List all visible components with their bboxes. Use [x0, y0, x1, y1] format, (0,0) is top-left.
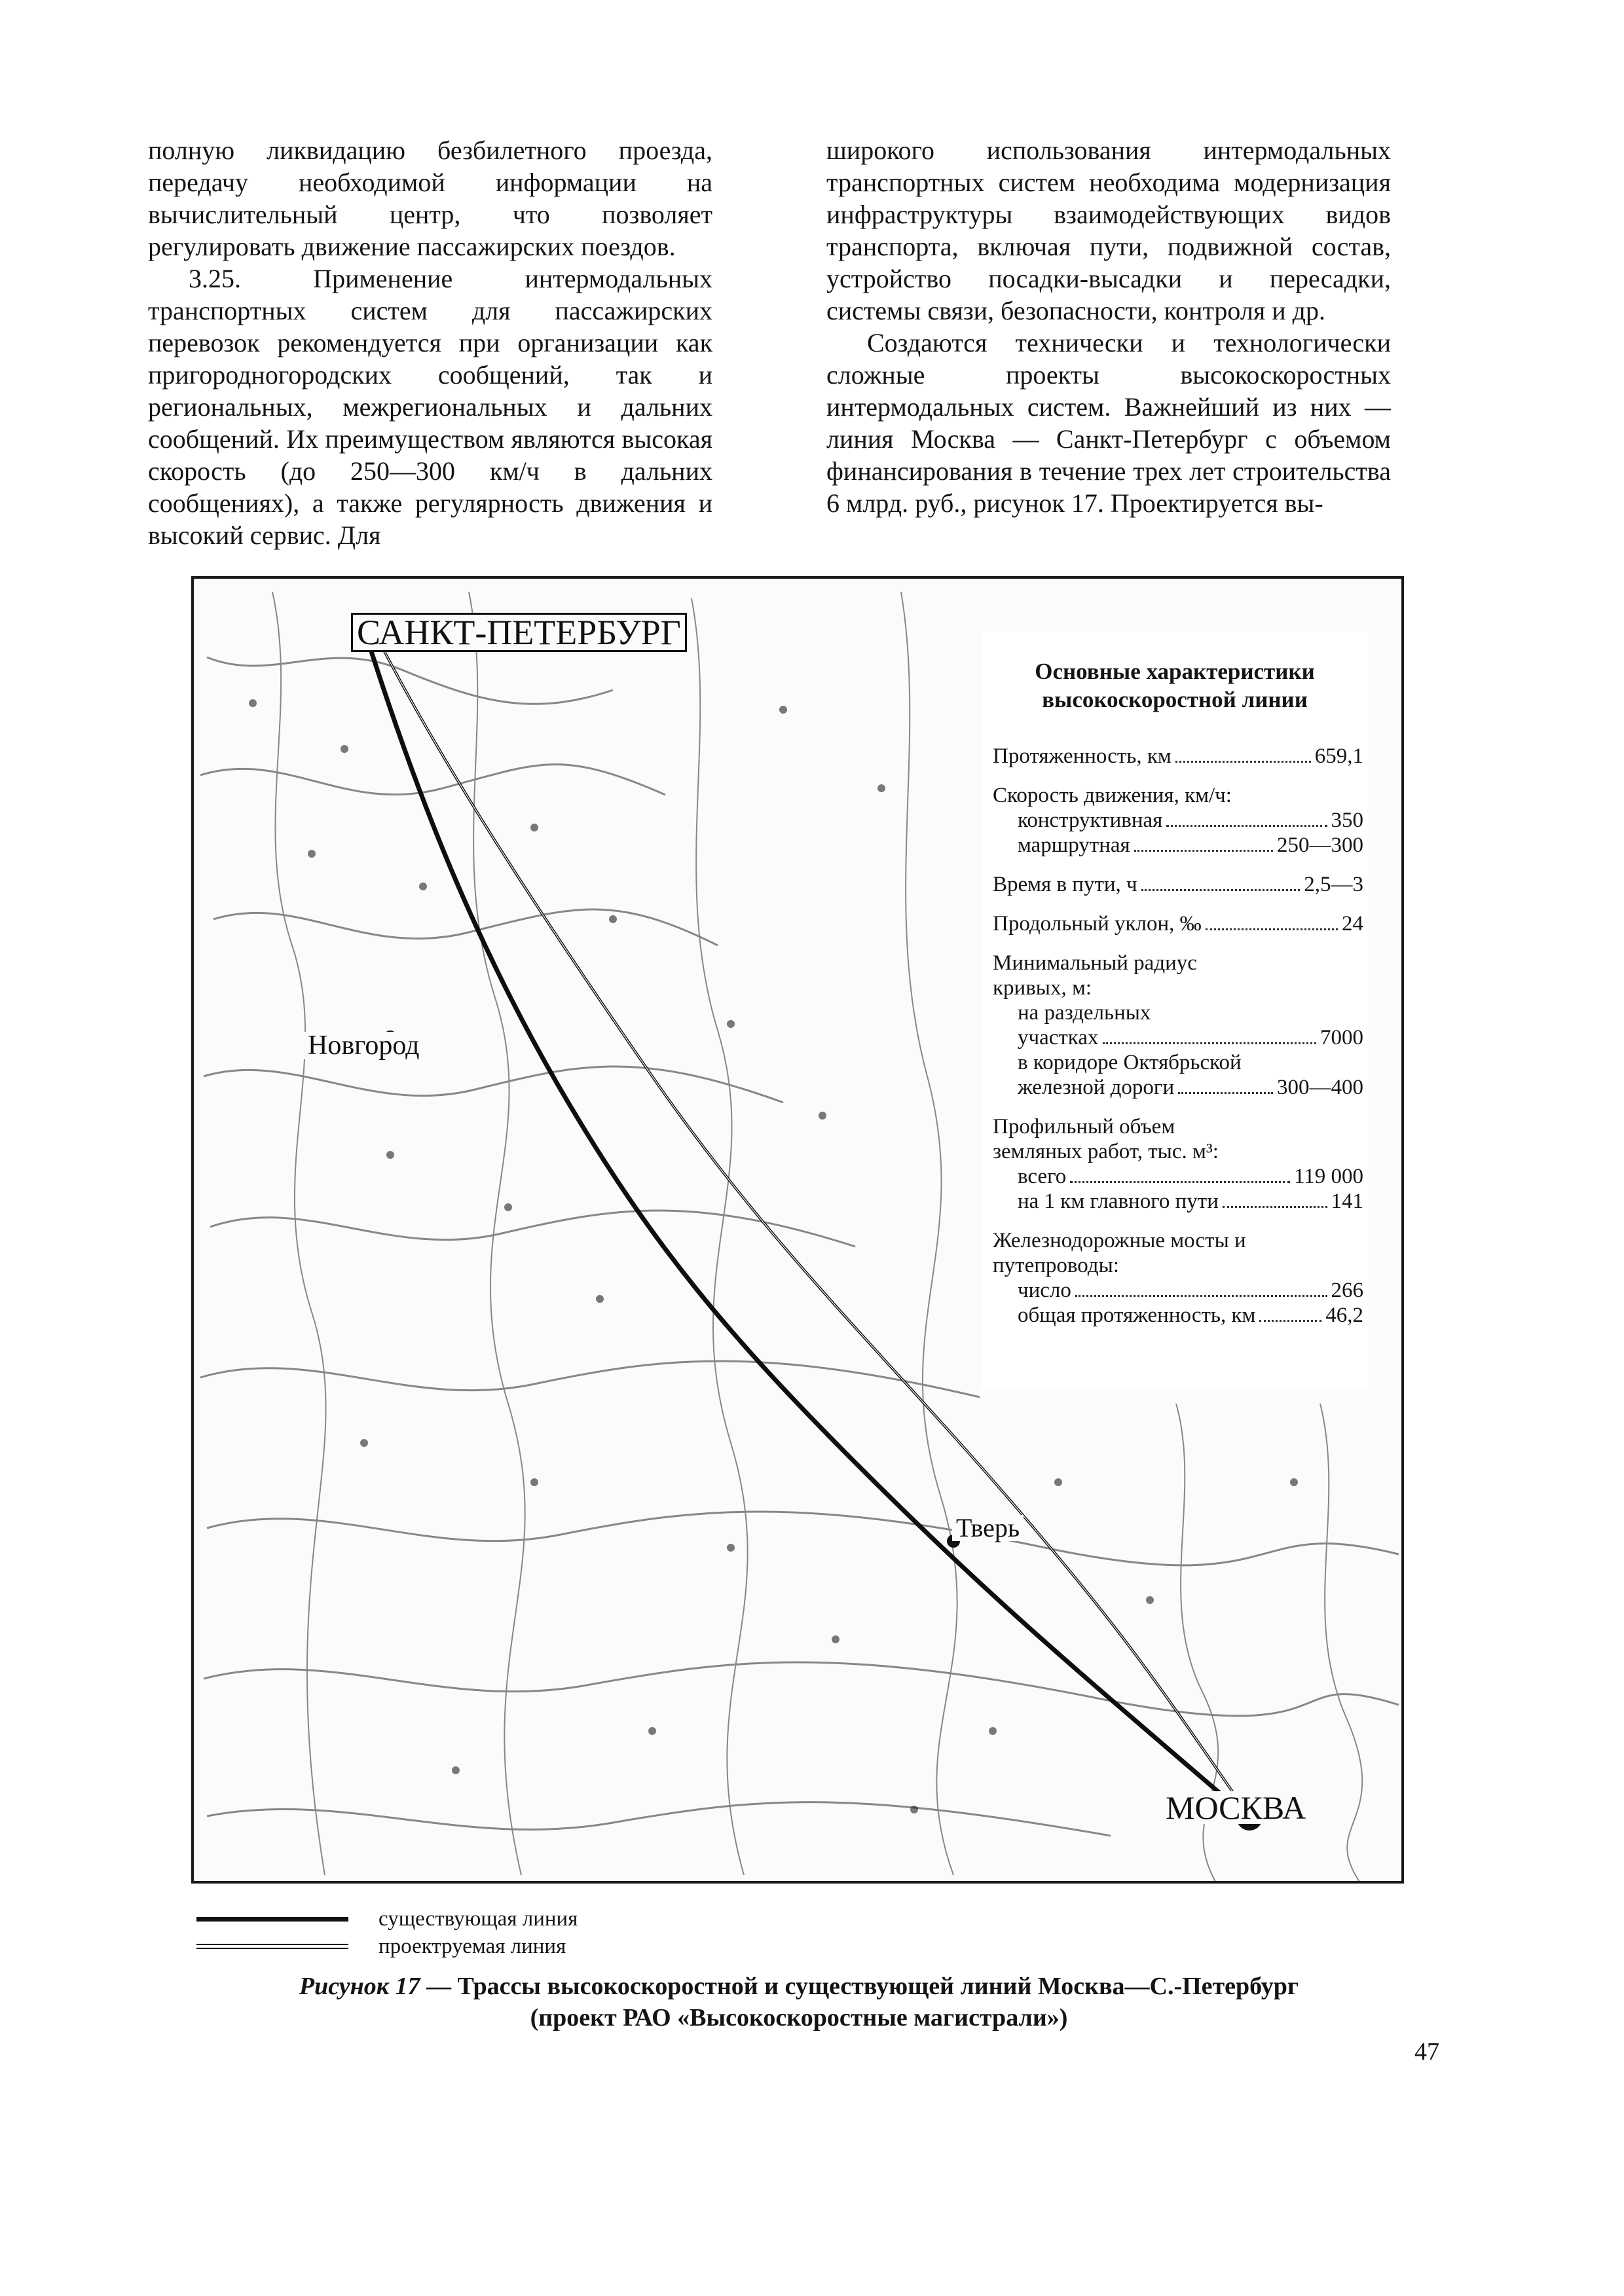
radius-corridor-value: 300—400	[1277, 1076, 1363, 1099]
earthwork-label: Профильный объем земляных работ, тыс. м³:	[993, 1115, 1219, 1163]
projected-line-swatch	[196, 1944, 348, 1949]
travel-time-label: Время в пути, ч	[993, 873, 1137, 896]
gradient-row	[981, 911, 1369, 936]
travel-time-value: 2,5—3	[1304, 873, 1363, 896]
page-number: 47	[1414, 2038, 1439, 2066]
legend-projected-label: проектруемая линия	[378, 1935, 566, 1958]
earthwork-per-km-value: 141	[1331, 1190, 1363, 1213]
city-label-moscow: МОСКВА	[1162, 1791, 1310, 1824]
left-paragraph-1: полную ликвидацию безбилетного проезда, передачу необходимой информации на вычислительный центр, что позволяет регулировать движение пассажирских поездов.	[148, 136, 712, 261]
radius-label: Минимальный радиус кривых, м:	[993, 951, 1197, 1000]
left-paragraph-2: 3.25. Применение интермодальных транспортных систем для пассажирских перевозок рекомендуется при организации как пригородногородских сообщений, так и региональных, межрегиональных и дальних сообщений. Их преимуществом являются высокая скорость (до 250—300 км/ч в дальних сообщениях), а также регулярность движения и высокий сервис. Для	[148, 264, 712, 550]
legend-projected	[196, 1933, 578, 1960]
radius-sections-label-2: участках	[1018, 1026, 1099, 1049]
city-label-saint-petersburg: САНКТ-ПЕТЕРБУРГ	[351, 613, 687, 652]
speed-route-value: 250—300	[1277, 833, 1363, 857]
existing-line-swatch	[196, 1917, 348, 1922]
radius-corridor-label-2: железной дороги	[1018, 1076, 1175, 1099]
speed-route-label: маршрутная	[1018, 833, 1130, 857]
radius-sections-label-1: на раздельных	[1018, 1001, 1151, 1025]
caption-line-2: (проект РАО «Высокоскоростные магистрали»)	[530, 2004, 1068, 2032]
travel-time-row	[981, 872, 1369, 897]
speed-design-label: конструктивная	[1018, 809, 1163, 832]
left-text-column	[148, 134, 712, 551]
speed-block	[981, 783, 1369, 858]
radius-sections-value: 7000	[1320, 1026, 1363, 1049]
earthwork-per-km-label: на 1 км главного пути	[1018, 1190, 1219, 1213]
bridges-length-label: общая протяженность, км	[1018, 1303, 1256, 1327]
map-legend	[196, 1905, 578, 1960]
earthwork-total-label: всего	[1018, 1165, 1067, 1188]
length-label: Протяженность, км	[993, 744, 1172, 768]
length-row	[981, 744, 1369, 769]
gradient-label: Продольный уклон, ‰	[993, 912, 1202, 936]
bridges-block	[981, 1228, 1369, 1328]
route-map	[191, 576, 1404, 1884]
length-value: 659,1	[1314, 744, 1363, 768]
characteristics-panel	[981, 631, 1369, 1391]
bridges-count-value: 266	[1331, 1279, 1363, 1302]
speed-design-value: 350	[1331, 809, 1363, 832]
earthwork-block	[981, 1114, 1369, 1214]
bridges-label: Железнодорожные мосты и путепроводы:	[993, 1229, 1246, 1277]
legend-existing	[196, 1905, 578, 1933]
right-paragraph-1: широкого использования интермодальных транспортных систем необходима модернизация инфраструктуры взаимодействующих видов транспорта, включая пути, подвижной состав, устройство посадки-высадки и пересадки, системы связи, безопасности, контроля и др.	[826, 136, 1391, 325]
panel-title: Основные характеристики высокоскоростной линии	[1035, 659, 1315, 712]
bridges-count-label: число	[1018, 1279, 1071, 1302]
earthwork-total-value: 119 000	[1293, 1165, 1363, 1188]
right-text-column	[826, 134, 1391, 519]
caption-figure-number: Рисунок 17	[299, 1973, 420, 2000]
city-label-tver: Тверь	[952, 1515, 1024, 1541]
bridges-length-value: 46,2	[1325, 1303, 1363, 1327]
city-label-novgorod: Новгород	[304, 1032, 424, 1059]
radius-block	[981, 951, 1369, 1100]
figure-caption	[196, 1971, 1401, 2033]
gradient-value: 24	[1342, 912, 1363, 936]
right-paragraph-2: Создаются технически и технологически сложные проекты высокоскоростных интермодальных систем. Важнейший из них — линия Москва — Санкт-Петербург с объемом финансирования в течение трех лет строительства 6 млрд. руб., рисунок 17. Проектируется вы-	[826, 328, 1391, 518]
caption-line-1: — Трассы высокоскоростной и существующей линий Москва—С.-Петербург	[420, 1973, 1299, 2000]
radius-corridor-label-1: в коридоре Октябрьской	[1018, 1051, 1242, 1074]
legend-existing-label: существующая линия	[378, 1907, 578, 1931]
speed-label: Скорость движения, км/ч:	[993, 784, 1232, 807]
